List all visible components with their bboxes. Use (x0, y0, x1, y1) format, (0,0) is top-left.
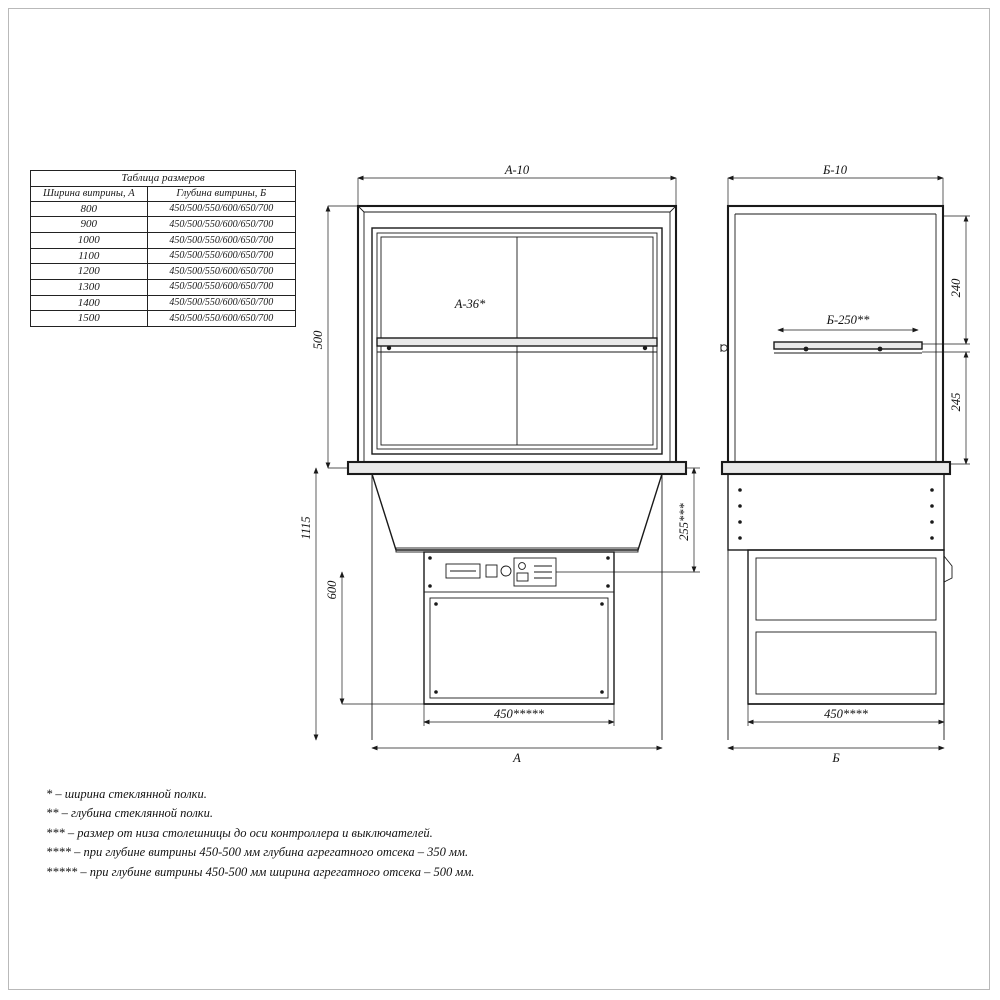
dim-total-mid: 1115 (299, 516, 313, 540)
cell-width: 1000 (31, 232, 148, 248)
dim-side-compartment: 450**** (824, 707, 868, 721)
footnote: *** – размер от низа столешницы до оси контроллера и выключателей. (46, 825, 433, 840)
dim-total-width: А (513, 751, 521, 765)
side-view (721, 163, 970, 765)
dim-side-shelf: Б-250** (826, 313, 870, 327)
dim-compartment-width: 450***** (494, 707, 544, 721)
cell-depth: 450/500/550/600/650/700 (147, 264, 295, 280)
cell-width: 1500 (31, 311, 148, 327)
cell-depth: 450/500/550/600/650/700 (147, 232, 295, 248)
table-title: Таблица размеров (31, 171, 296, 187)
table-header-depth: Глубина витрины, Б (147, 186, 295, 201)
dim-front-top: А-10 (504, 163, 530, 177)
dim-base-height: 600 (325, 580, 339, 600)
cell-depth: 450/500/550/600/650/700 (147, 311, 295, 327)
cell-depth: 450/500/550/600/650/700 (147, 217, 295, 233)
table-header-width: Ширина витрины, А (31, 186, 148, 201)
footnote: **** – при глубине витрины 450-500 мм глубина агрегатного отсека – 350 мм. (46, 845, 469, 860)
footnote: ** – глубина стеклянной полки. (46, 806, 214, 821)
footnote: * – ширина стеклянной полки. (46, 787, 207, 801)
footnotes (46, 785, 474, 882)
cell-width: 1100 (31, 248, 148, 264)
cell-depth: 450/500/550/600/650/700 (147, 279, 295, 295)
cell-depth: 450/500/550/600/650/700 (147, 201, 295, 217)
cell-width: 1300 (31, 279, 148, 295)
dim-glass-height: 500 (311, 330, 325, 350)
cell-width: 900 (31, 217, 148, 233)
cell-width: 800 (31, 201, 148, 217)
cell-depth: 450/500/550/600/650/700 (147, 248, 295, 264)
front-view (299, 163, 700, 765)
cell-width: 1200 (31, 264, 148, 280)
cell-width: 1400 (31, 295, 148, 311)
dim-side-top: Б-10 (822, 163, 848, 177)
dim-side-lower: 245 (949, 392, 963, 412)
dim-controller-axis: 255*** (677, 503, 691, 541)
footnote: ***** – при глубине витрины 450-500 мм ширина агрегатного отсека – 500 мм. (46, 864, 475, 879)
dim-side-upper: 240 (949, 278, 963, 298)
dim-shelf-width: А-36* (454, 297, 486, 311)
cell-depth: 450/500/550/600/650/700 (147, 295, 295, 311)
dim-total-depth: Б (832, 751, 840, 765)
